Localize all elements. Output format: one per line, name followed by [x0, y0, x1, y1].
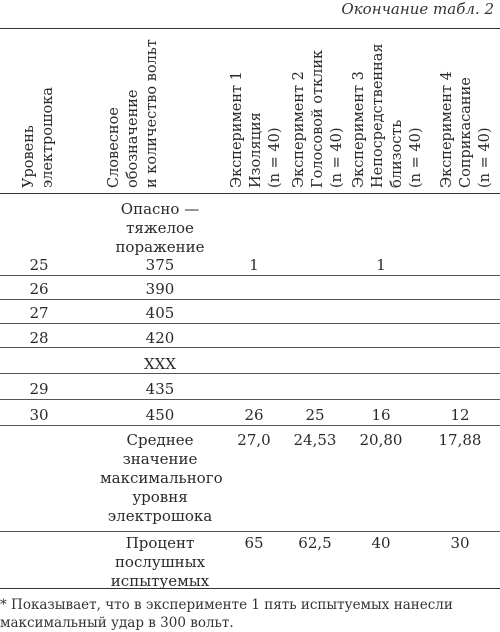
cell-exp1: 1 — [249, 256, 259, 274]
cell-exp2: 25 — [305, 406, 325, 424]
header-top-rule — [0, 28, 500, 29]
cell-exp3: 1 — [376, 256, 386, 274]
percent-exp3: 40 — [371, 534, 391, 552]
cell-level: 25 — [29, 256, 49, 274]
danger-label: Опасно — тяжелое поражение — [115, 200, 205, 256]
percent-exp4: 30 — [450, 534, 470, 552]
mean-exp4: 17,88 — [438, 431, 482, 449]
footnote: * Показывает, что в эксперименте 1 пять испытуемых нанесли максимальный удар в 300 вольт. — [0, 597, 453, 631]
table-bottom-rule — [0, 588, 500, 589]
cell-level: 28 — [29, 329, 49, 347]
cell-level: 26 — [29, 280, 49, 298]
header-exp2: Эксперимент 2 Голосовой отклик (n = 40) — [291, 49, 345, 188]
header-verbal: Словесное обозначение и количество вольт — [106, 39, 160, 188]
cell-volts: 375 — [145, 256, 175, 274]
cell-volts: XXX — [143, 355, 177, 373]
mean-exp3: 20,80 — [359, 431, 403, 449]
header-level: Уровень электрошока — [21, 87, 56, 188]
row-divider — [0, 347, 500, 348]
row-divider — [0, 531, 500, 532]
mean-exp2: 24,53 — [293, 431, 337, 449]
mean-exp1: 27,0 — [237, 431, 271, 449]
percent-exp1: 65 — [244, 534, 264, 552]
cell-exp4: 12 — [450, 406, 470, 424]
cell-level: 27 — [29, 304, 49, 322]
cell-volts: 435 — [145, 380, 175, 398]
cell-exp3: 16 — [371, 406, 391, 424]
cell-level: 29 — [29, 380, 49, 398]
row-divider — [0, 399, 500, 400]
header-exp4: Эксперимент 4 Соприкасание (n = 40) — [439, 71, 493, 188]
cell-volts: 405 — [145, 304, 175, 322]
row-divider — [0, 323, 500, 324]
header-exp1: Эксперимент 1 Изоляция (n = 40) — [229, 71, 283, 188]
row-divider — [0, 299, 500, 300]
header-exp3: Эксперимент 3 Непосредственная близость (n = 40) — [351, 43, 424, 188]
percent-label: Процент послушных испытуемых — [110, 534, 210, 590]
cell-exp1: 26 — [244, 406, 264, 424]
cell-volts: 420 — [145, 329, 175, 347]
header-bottom-rule — [0, 193, 500, 194]
cell-volts: 390 — [145, 280, 175, 298]
mean-label: Среднее значение максимального уровня электрошока — [100, 431, 223, 525]
row-divider — [0, 425, 500, 426]
table-caption: Окончание табл. 2 — [341, 0, 494, 18]
row-divider — [0, 275, 500, 276]
cell-level: 30 — [29, 406, 49, 424]
row-divider — [0, 373, 500, 374]
percent-exp2: 62,5 — [298, 534, 332, 552]
cell-volts: 450 — [145, 406, 175, 424]
